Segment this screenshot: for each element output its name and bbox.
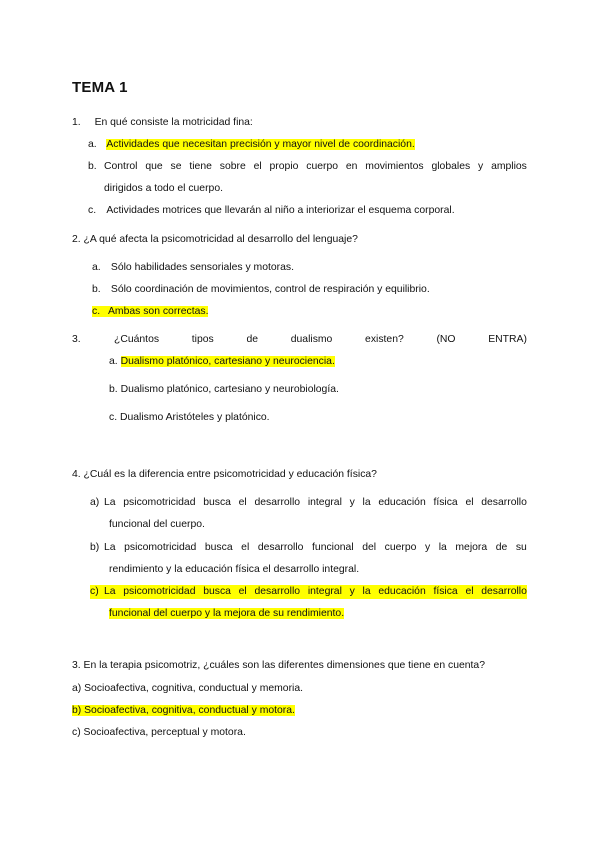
option-text: funcional del cuerpo y la mejora de su rendimiento.: [109, 608, 345, 619]
word: de: [495, 542, 508, 553]
answer-option: [88, 138, 415, 152]
question-text: En qué consiste la motricidad fina:: [94, 117, 253, 128]
word: la: [362, 586, 371, 597]
question-2: 2. ¿A qué afecta la psicomotricidad al desarrollo del lenguaje?: [72, 234, 358, 245]
word: La: [104, 497, 116, 508]
answer-option: [109, 383, 339, 397]
word: movimientos: [365, 161, 424, 172]
option-label: c.: [88, 205, 97, 216]
word: tiene: [189, 161, 212, 172]
question-number: 3.: [72, 334, 81, 345]
word: cuerpo: [384, 542, 417, 553]
option-text-justified: [104, 160, 527, 174]
answer-option-correct: [92, 305, 208, 319]
word: el: [241, 542, 250, 553]
option-text-justified: [104, 541, 527, 555]
word: desarrollo: [254, 586, 301, 597]
word: el: [238, 497, 247, 508]
option-label: a.: [92, 262, 101, 273]
answer-option-correct: [72, 704, 295, 718]
word: funcional: [312, 542, 354, 553]
option-text-highlighted: b) Socioafectiva, cognitiva, conductual y motora.: [72, 705, 295, 716]
word: el: [253, 161, 262, 172]
option-text: Dualismo platónico, cartesiano y neurobiología.: [120, 384, 339, 395]
highlighted-option: [92, 306, 208, 317]
word: (NO: [436, 334, 456, 345]
word: amplios: [491, 161, 527, 172]
word: psicomotricidad: [123, 497, 196, 508]
word: globales: [431, 161, 471, 172]
word: la: [362, 497, 371, 508]
answer-option: [88, 204, 455, 218]
option-label: b.: [92, 284, 101, 295]
option-text: [104, 160, 527, 174]
word: y: [349, 586, 355, 597]
word: se: [170, 161, 182, 172]
word: y: [478, 161, 484, 172]
option-text: Actividades motrices que llevarán al niño a interiorizar el esquema corporal.: [106, 205, 455, 216]
option-text-continuation: funcional del cuerpo.: [109, 519, 205, 530]
word: el: [238, 586, 247, 597]
word: en: [345, 161, 358, 172]
word: física: [433, 497, 458, 508]
option-label: a.: [109, 356, 118, 367]
option-text: Dualismo Aristóteles y platónico.: [119, 412, 270, 423]
word: sobre: [219, 161, 246, 172]
question-1: [72, 116, 253, 130]
word: psicomotricidad: [124, 542, 197, 553]
word: y: [349, 497, 355, 508]
word: desarrollo: [481, 497, 527, 508]
option-label: b.: [88, 161, 97, 172]
word: cuerpo: [306, 161, 339, 172]
option-label: b): [90, 542, 100, 553]
word: Control: [104, 161, 138, 172]
answer-option: c) Socioafectiva, perceptual y motora.: [72, 727, 246, 738]
option-text: Sólo habilidades sensoriales y motoras.: [110, 262, 294, 273]
answer-option: [109, 411, 270, 425]
question-5: 3. En la terapia psicomotriz, ¿cuáles son las diferentes dimensiones que tiene en cuenta?: [72, 660, 485, 671]
option-text-continuation-highlighted: [109, 607, 344, 621]
word: el: [465, 497, 474, 508]
word: el: [465, 586, 474, 597]
word: busca: [203, 586, 231, 597]
word: su: [515, 542, 527, 553]
option-text-highlighted: Dualismo platónico, cartesiano y neurociencia.: [120, 356, 335, 367]
option-label: c): [90, 586, 99, 597]
option-text-highlighted: Actividades que necesitan precisión y mayor nivel de coordinación.: [106, 139, 415, 150]
option-label: a): [90, 497, 100, 508]
word: que: [145, 161, 163, 172]
word: busca: [203, 497, 231, 508]
option-text: [104, 585, 527, 599]
word: de: [246, 334, 259, 345]
option-label: a.: [88, 139, 97, 150]
option-label: c.: [92, 306, 101, 317]
word: existen?: [365, 334, 404, 345]
word: educación: [378, 586, 426, 597]
word: busca: [204, 542, 233, 553]
word: desarrollo: [481, 586, 527, 597]
word: física: [433, 586, 458, 597]
word: mejora: [455, 542, 488, 553]
answer-option-correct: [109, 355, 335, 369]
word: y: [424, 542, 431, 553]
option-text: [104, 496, 527, 510]
word: tipos: [191, 334, 214, 345]
word: integral: [307, 497, 342, 508]
answer-option: [92, 283, 430, 297]
option-text: [104, 541, 527, 555]
option-text-continuation: dirigidos a todo el cuerpo.: [104, 183, 223, 194]
option-text: Ambas son correctas.: [108, 306, 209, 317]
word: educación: [378, 497, 426, 508]
word: ¿Cuántos: [114, 334, 160, 345]
word: del: [362, 542, 377, 553]
option-text-justified-highlighted: [104, 585, 527, 599]
answer-option: [92, 261, 294, 275]
answer-option: a) Socioafectiva, cognitiva, conductual y memoria.: [72, 683, 304, 694]
question-3-text: [114, 333, 527, 347]
option-text-justified: [104, 496, 527, 510]
option-label: c.: [109, 412, 118, 423]
option-text-continuation: rendimiento y la educación física el desarrollo integral.: [109, 564, 360, 575]
word: la: [438, 542, 447, 553]
question-4: 4. ¿Cuál es la diferencia entre psicomotricidad y educación física?: [72, 469, 377, 480]
word: desarrollo: [254, 497, 301, 508]
page-title: TEMA 1: [72, 79, 128, 96]
question-number: 1.: [72, 117, 81, 128]
word: ENTRA): [488, 334, 527, 345]
word: propio: [269, 161, 299, 172]
word: dualismo: [290, 334, 333, 345]
word: desarrollo: [257, 542, 304, 553]
word: integral: [307, 586, 342, 597]
answer-option: [88, 160, 104, 174]
word: psicomotricidad: [123, 586, 196, 597]
word: La: [104, 542, 116, 553]
word: La: [104, 586, 116, 597]
option-text: Sólo coordinación de movimientos, control de respiración y equilibrio.: [110, 284, 430, 295]
option-label: b.: [109, 384, 118, 395]
